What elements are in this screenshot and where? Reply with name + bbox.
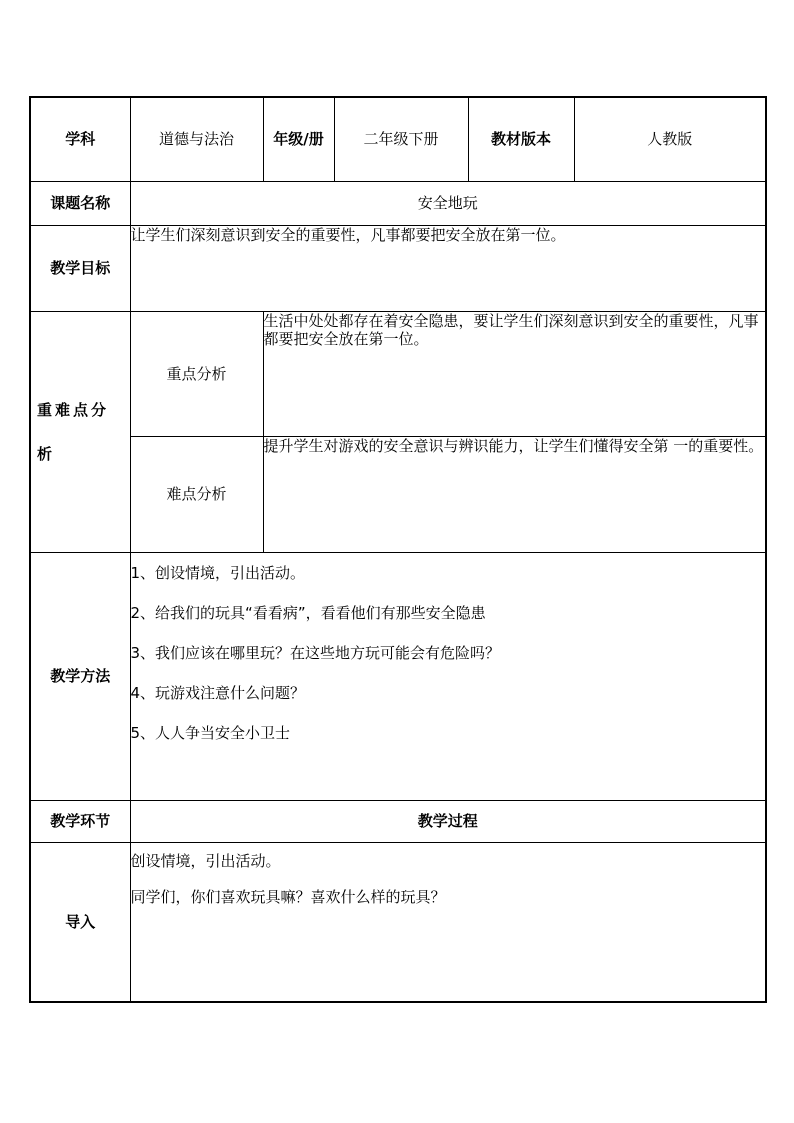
stage-label: 教学环节: [30, 800, 130, 842]
method-list: [130, 552, 766, 800]
method-item: 3、我们应该在哪里玩？在这些地方玩可能会有危险吗？: [130, 643, 501, 662]
intro-content: [130, 842, 766, 1002]
key-point-value: 生活中处处都存在着安全隐患，要让学生们深刻意识到安全的重要性，凡事都要把安全放在第一位。: [263, 311, 766, 436]
process-label: 教学过程: [130, 800, 766, 842]
goal-row: [30, 225, 766, 311]
key-point-row: [30, 311, 766, 436]
key-point-label: 重点分析: [130, 311, 263, 436]
goal-label: 教学目标: [30, 225, 130, 311]
method-item: 5、人人争当安全小卫士: [130, 723, 291, 742]
hard-point-label: 难点分析: [130, 436, 263, 552]
process-header-row: [30, 800, 766, 842]
lesson-row: [30, 181, 766, 225]
grade-label: 年级/册: [263, 97, 334, 181]
header-row: [30, 97, 766, 181]
lesson-value: 安全地玩: [130, 181, 766, 225]
lesson-label: 课题名称: [30, 181, 130, 225]
intro-line: 创设情境，引出活动。: [130, 851, 281, 870]
hard-point-value: 提升学生对游戏的安全意识与辨识能力，让学生们懂得安全第 一的重要性。: [263, 436, 766, 552]
method-item: 2、给我们的玩具“看看病”，看看他们有那些安全隐患: [130, 603, 486, 622]
intro-line: 同学们，你们喜欢玩具嘛？喜欢什么样的玩具？: [130, 887, 446, 906]
edition-label: 教材版本: [468, 97, 574, 181]
method-item: 1、创设情境，引出活动。: [130, 563, 306, 582]
grade-value: 二年级下册: [334, 97, 468, 181]
edition-value: 人教版: [574, 97, 766, 181]
analysis-label: 重难点分析: [30, 311, 130, 552]
goal-value: 让学生们深刻意识到安全的重要性，凡事都要把安全放在第一位。: [130, 225, 766, 311]
intro-label: 导入: [30, 842, 130, 1002]
subject-label: 学科: [30, 97, 130, 181]
lesson-plan-table: [29, 96, 767, 1003]
method-row: [30, 552, 766, 800]
hard-point-row: [30, 436, 766, 552]
subject-value: 道德与法治: [130, 97, 263, 181]
intro-row: [30, 842, 766, 1002]
method-label: 教学方法: [30, 552, 130, 800]
method-item: 4、玩游戏注意什么问题？: [130, 683, 306, 702]
